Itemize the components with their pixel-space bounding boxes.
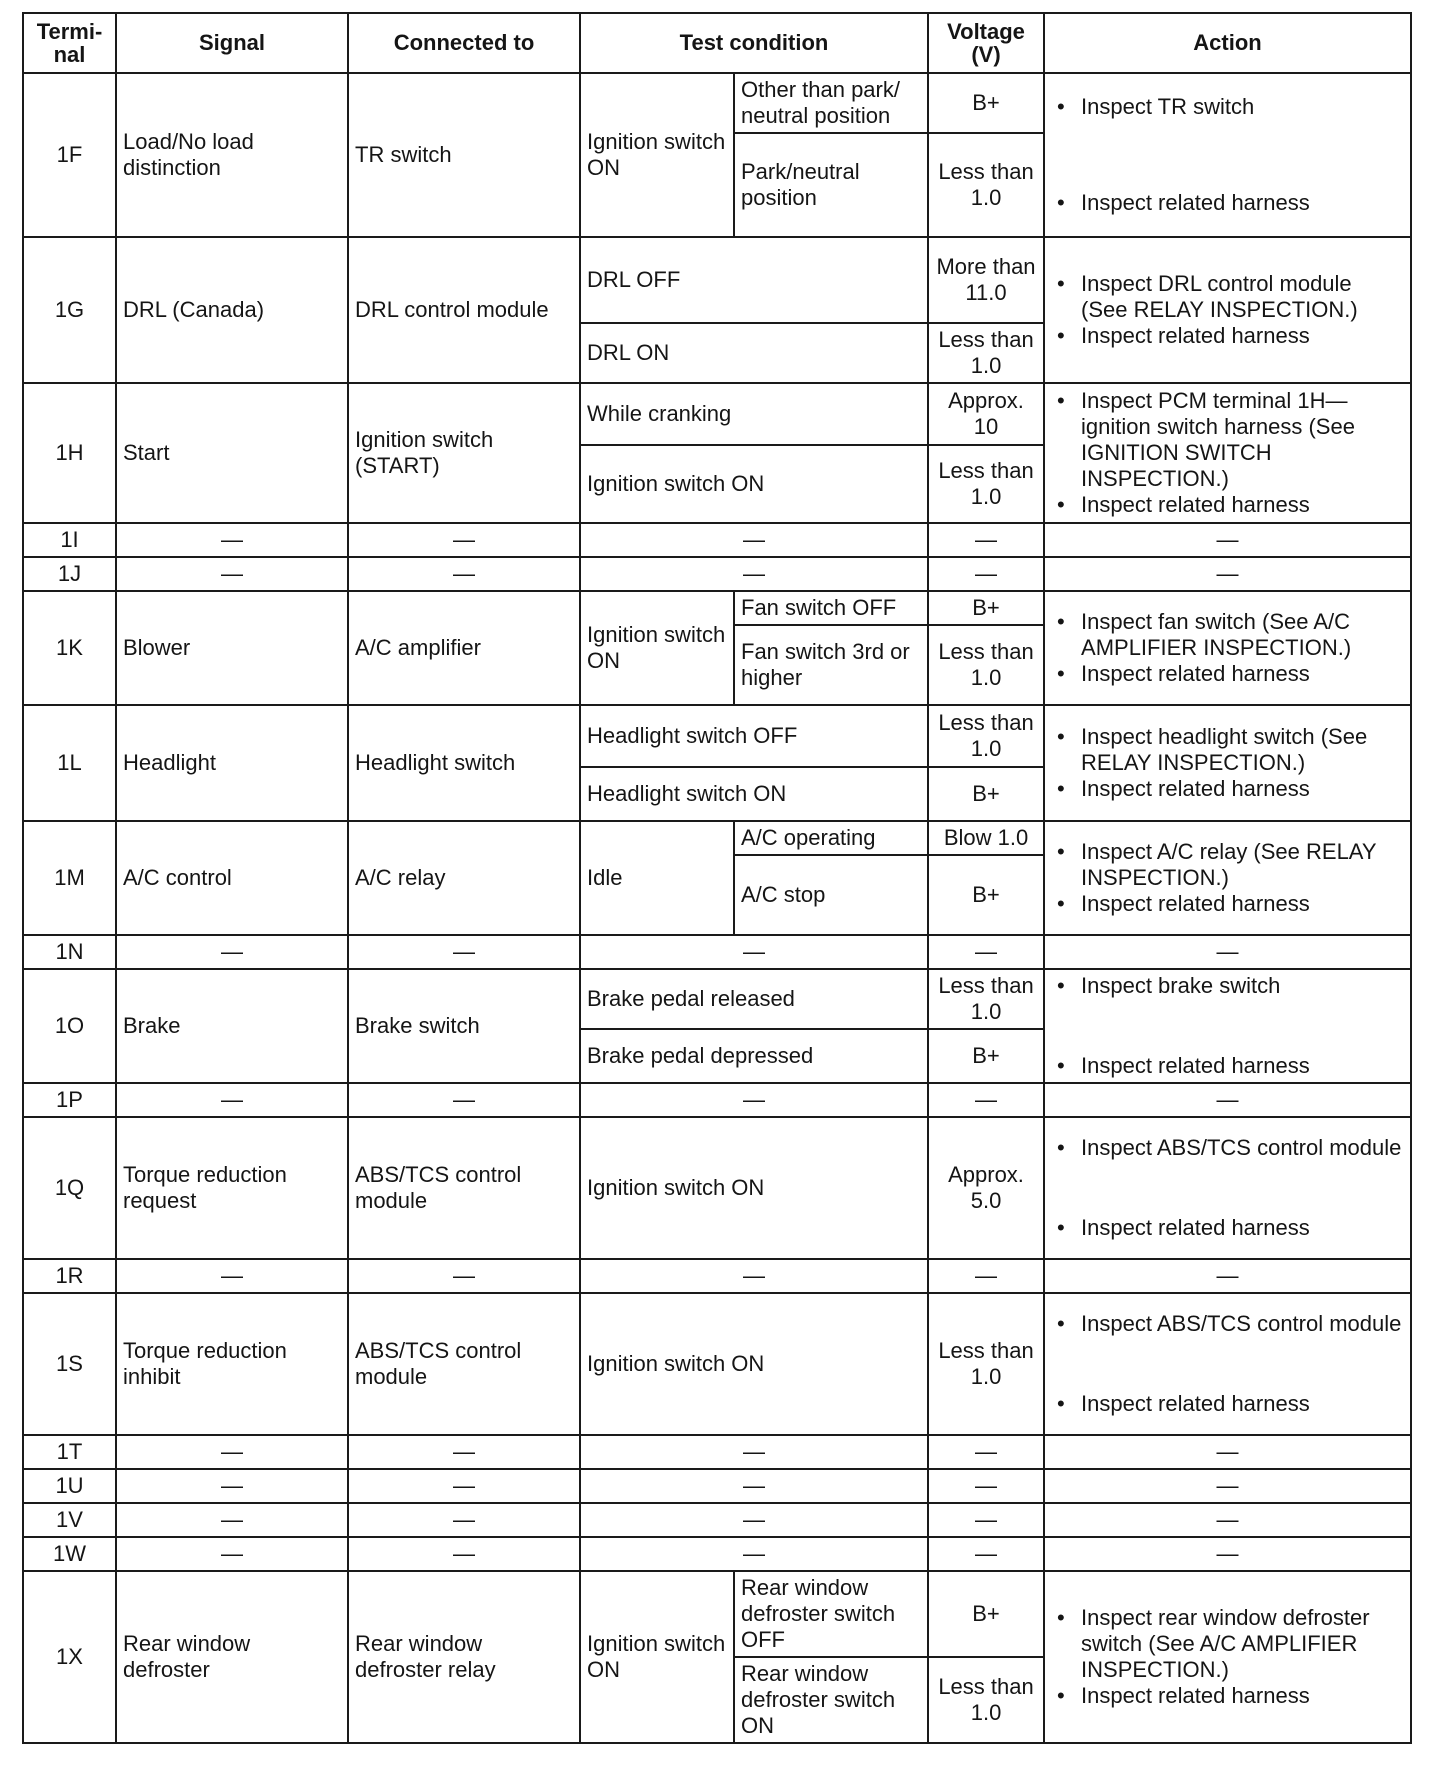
dash-cell: — xyxy=(348,1435,580,1469)
dash-cell: — xyxy=(580,1083,928,1117)
table-row xyxy=(23,1469,1411,1503)
dash-cell: — xyxy=(1044,1435,1411,1469)
signal-cell: A/C control xyxy=(116,821,348,935)
action-item: • Inspect A/C relay (See RELAY INSPECTION.) xyxy=(1051,839,1404,891)
connected-cell: Brake switch xyxy=(348,969,580,1083)
connected-cell: A/C amplifier xyxy=(348,591,580,705)
dash-cell: — xyxy=(928,1083,1044,1117)
action-cell xyxy=(1044,383,1411,523)
connected-cell: ABS/TCS control module xyxy=(348,1117,580,1259)
action-cell xyxy=(1044,1293,1411,1435)
voltage-cell: Less than 1.0 xyxy=(928,1657,1044,1743)
action-item: • Inspect headlight switch (See RELAY INSPECTION.) xyxy=(1051,724,1404,776)
condition-cell: Ignition switch ON xyxy=(580,1571,734,1743)
voltage-cell: Blow 1.0 xyxy=(928,821,1044,855)
connected-cell: DRL control module xyxy=(348,237,580,383)
table-row xyxy=(23,237,1411,323)
terminal-cell: 1L xyxy=(23,705,116,821)
action-item: • Inspect related harness xyxy=(1051,776,1404,802)
terminal-cell: 1F xyxy=(23,73,116,237)
dash-cell: — xyxy=(116,1259,348,1293)
condition-cell: Ignition switch ON xyxy=(580,1117,928,1259)
voltage-cell: Less than 1.0 xyxy=(928,1293,1044,1435)
terminal-cell: 1N xyxy=(23,935,116,969)
terminal-cell: 1W xyxy=(23,1537,116,1571)
condition-cell: Ignition switch ON xyxy=(580,445,928,523)
table-row xyxy=(23,1571,1411,1657)
dash-cell: — xyxy=(580,557,928,591)
voltage-cell: B+ xyxy=(928,1571,1044,1657)
action-cell xyxy=(1044,237,1411,383)
dash-cell: — xyxy=(928,523,1044,557)
sub-condition-cell: Other than park/ neutral position xyxy=(734,73,928,133)
signal-cell: Torque reduction request xyxy=(116,1117,348,1259)
action-cell xyxy=(1044,1117,1411,1259)
terminal-cell: 1R xyxy=(23,1259,116,1293)
table-row xyxy=(23,1259,1411,1293)
dash-cell: — xyxy=(580,1503,928,1537)
voltage-cell: Less than 1.0 xyxy=(928,625,1044,705)
condition-cell: Brake pedal depressed xyxy=(580,1029,928,1083)
action-item: • Inspect rear window defroster switch (See A/C AMPLIFIER INSPECTION.) xyxy=(1051,1605,1404,1683)
voltage-cell: B+ xyxy=(928,855,1044,935)
condition-cell: Ignition switch ON xyxy=(580,1293,928,1435)
condition-cell: DRL ON xyxy=(580,323,928,383)
dash-cell: — xyxy=(116,1503,348,1537)
table-row xyxy=(23,1083,1411,1117)
dash-cell: — xyxy=(348,557,580,591)
table-row xyxy=(23,523,1411,557)
sub-condition-cell: Fan switch OFF xyxy=(734,591,928,625)
voltage-cell: Less than 1.0 xyxy=(928,969,1044,1029)
dash-cell: — xyxy=(116,935,348,969)
dash-cell: — xyxy=(928,557,1044,591)
sub-condition-cell: Rear window defroster switch ON xyxy=(734,1657,928,1743)
signal-cell: Start xyxy=(116,383,348,523)
condition-cell: Ignition switch ON xyxy=(580,73,734,237)
connected-cell: ABS/TCS control module xyxy=(348,1293,580,1435)
voltage-cell: B+ xyxy=(928,1029,1044,1083)
voltage-cell: B+ xyxy=(928,767,1044,821)
header-action: Action xyxy=(1044,13,1411,73)
dash-cell: — xyxy=(928,1469,1044,1503)
terminal-cell: 1V xyxy=(23,1503,116,1537)
table-row xyxy=(23,383,1411,445)
action-cell xyxy=(1044,969,1411,1083)
dash-cell: — xyxy=(1044,523,1411,557)
dash-cell: — xyxy=(928,1537,1044,1571)
terminal-cell: 1Q xyxy=(23,1117,116,1259)
dash-cell: — xyxy=(348,1503,580,1537)
dash-cell: — xyxy=(1044,1259,1411,1293)
action-item: • Inspect related harness xyxy=(1051,1053,1404,1079)
condition-cell: Brake pedal released xyxy=(580,969,928,1029)
connected-cell: Headlight switch xyxy=(348,705,580,821)
dash-cell: — xyxy=(348,523,580,557)
voltage-cell: B+ xyxy=(928,591,1044,625)
terminal-cell: 1H xyxy=(23,383,116,523)
dash-cell: — xyxy=(116,1083,348,1117)
action-item: • Inspect related harness xyxy=(1051,1391,1404,1417)
condition-cell: Headlight switch OFF xyxy=(580,705,928,767)
voltage-cell: Less than 1.0 xyxy=(928,323,1044,383)
table-row xyxy=(23,969,1411,1029)
action-item: • Inspect DRL control module (See RELAY INSPECTION.) xyxy=(1051,271,1404,323)
signal-cell: Load/No load distinction xyxy=(116,73,348,237)
action-item: • Inspect related harness xyxy=(1051,891,1404,917)
header-voltage: Voltage (V) xyxy=(928,13,1044,73)
dash-cell: — xyxy=(348,1537,580,1571)
table-row xyxy=(23,821,1411,855)
voltage-cell: More than 11.0 xyxy=(928,237,1044,323)
table-row xyxy=(23,557,1411,591)
dash-cell: — xyxy=(580,935,928,969)
signal-cell: Headlight xyxy=(116,705,348,821)
dash-cell: — xyxy=(1044,935,1411,969)
voltage-cell: Less than 1.0 xyxy=(928,445,1044,523)
header-signal: Signal xyxy=(116,13,348,73)
connected-cell: Rear window defroster relay xyxy=(348,1571,580,1743)
action-cell xyxy=(1044,591,1411,705)
terminal-cell: 1G xyxy=(23,237,116,383)
action-item: • Inspect PCM terminal 1H— ignition switch harness (See IGNITION SWITCH INSPECTION.) xyxy=(1051,388,1404,492)
action-item: • Inspect brake switch xyxy=(1051,973,1404,999)
sub-condition-cell: Rear window defroster switch OFF xyxy=(734,1571,928,1657)
dash-cell: — xyxy=(348,935,580,969)
dash-cell: — xyxy=(1044,1469,1411,1503)
terminal-cell: 1O xyxy=(23,969,116,1083)
action-item: • Inspect TR switch xyxy=(1051,94,1404,120)
table-row xyxy=(23,935,1411,969)
dash-cell: — xyxy=(116,557,348,591)
dash-cell: — xyxy=(348,1469,580,1503)
table-row xyxy=(23,1503,1411,1537)
condition-cell: While cranking xyxy=(580,383,928,445)
action-item: • Inspect ABS/TCS control module xyxy=(1051,1135,1404,1161)
voltage-cell: Approx. 5.0 xyxy=(928,1117,1044,1259)
voltage-cell: B+ xyxy=(928,73,1044,133)
action-item: • Inspect related harness xyxy=(1051,1683,1404,1709)
connected-cell: Ignition switch (START) xyxy=(348,383,580,523)
action-item: • Inspect related harness xyxy=(1051,190,1404,216)
signal-cell: DRL (Canada) xyxy=(116,237,348,383)
table-row xyxy=(23,1435,1411,1469)
connected-cell: A/C relay xyxy=(348,821,580,935)
dash-cell: — xyxy=(580,1537,928,1571)
terminal-cell: 1I xyxy=(23,523,116,557)
voltage-cell: Less than 1.0 xyxy=(928,133,1044,237)
dash-cell: — xyxy=(928,1435,1044,1469)
sub-condition-cell: Fan switch 3rd or higher xyxy=(734,625,928,705)
header-test-condition: Test condition xyxy=(580,13,928,73)
action-item: • Inspect fan switch (See A/C AMPLIFIER INSPECTION.) xyxy=(1051,609,1404,661)
dash-cell: — xyxy=(580,1259,928,1293)
terminal-cell: 1U xyxy=(23,1469,116,1503)
table-row xyxy=(23,73,1411,133)
terminal-cell: 1K xyxy=(23,591,116,705)
terminal-cell: 1J xyxy=(23,557,116,591)
terminal-cell: 1T xyxy=(23,1435,116,1469)
dash-cell: — xyxy=(928,935,1044,969)
sub-condition-cell: A/C stop xyxy=(734,855,928,935)
header-row xyxy=(23,13,1411,73)
signal-cell: Torque reduction inhibit xyxy=(116,1293,348,1435)
condition-cell: DRL OFF xyxy=(580,237,928,323)
action-cell xyxy=(1044,73,1411,237)
terminal-cell: 1X xyxy=(23,1571,116,1743)
dash-cell: — xyxy=(116,1537,348,1571)
sub-condition-cell: A/C operating xyxy=(734,821,928,855)
dash-cell: — xyxy=(348,1083,580,1117)
dash-cell: — xyxy=(1044,557,1411,591)
action-item: • Inspect related harness xyxy=(1051,661,1404,687)
table-row xyxy=(23,1537,1411,1571)
condition-cell: Ignition switch ON xyxy=(580,591,734,705)
dash-cell: — xyxy=(580,523,928,557)
voltage-cell: Less than 1.0 xyxy=(928,705,1044,767)
dash-cell: — xyxy=(928,1259,1044,1293)
action-cell xyxy=(1044,1571,1411,1743)
signal-cell: Rear window defroster xyxy=(116,1571,348,1743)
table-row xyxy=(23,1293,1411,1435)
dash-cell: — xyxy=(1044,1083,1411,1117)
dash-cell: — xyxy=(1044,1537,1411,1571)
dash-cell: — xyxy=(116,1435,348,1469)
signal-cell: Blower xyxy=(116,591,348,705)
terminal-cell: 1P xyxy=(23,1083,116,1117)
table-row xyxy=(23,591,1411,625)
dash-cell: — xyxy=(1044,1503,1411,1537)
signal-cell: Brake xyxy=(116,969,348,1083)
action-item: • Inspect related harness xyxy=(1051,1215,1404,1241)
dash-cell: — xyxy=(580,1435,928,1469)
condition-cell: Idle xyxy=(580,821,734,935)
action-cell xyxy=(1044,705,1411,821)
condition-cell: Headlight switch ON xyxy=(580,767,928,821)
dash-cell: — xyxy=(928,1503,1044,1537)
table-row xyxy=(23,705,1411,767)
action-item: • Inspect related harness xyxy=(1051,323,1404,349)
action-cell xyxy=(1044,821,1411,935)
action-item: • Inspect ABS/TCS control module xyxy=(1051,1311,1404,1337)
voltage-cell: Approx. 10 xyxy=(928,383,1044,445)
dash-cell: — xyxy=(116,523,348,557)
sub-condition-cell: Park/neutral position xyxy=(734,133,928,237)
dash-cell: — xyxy=(116,1469,348,1503)
connected-cell: TR switch xyxy=(348,73,580,237)
action-item: • Inspect related harness xyxy=(1051,492,1404,518)
header-terminal: Termi- nal xyxy=(23,13,116,73)
terminal-voltage-table xyxy=(22,12,1412,1744)
dash-cell: — xyxy=(348,1259,580,1293)
header-connected-to: Connected to xyxy=(348,13,580,73)
table-row xyxy=(23,1117,1411,1259)
terminal-cell: 1M xyxy=(23,821,116,935)
terminal-cell: 1S xyxy=(23,1293,116,1435)
dash-cell: — xyxy=(580,1469,928,1503)
